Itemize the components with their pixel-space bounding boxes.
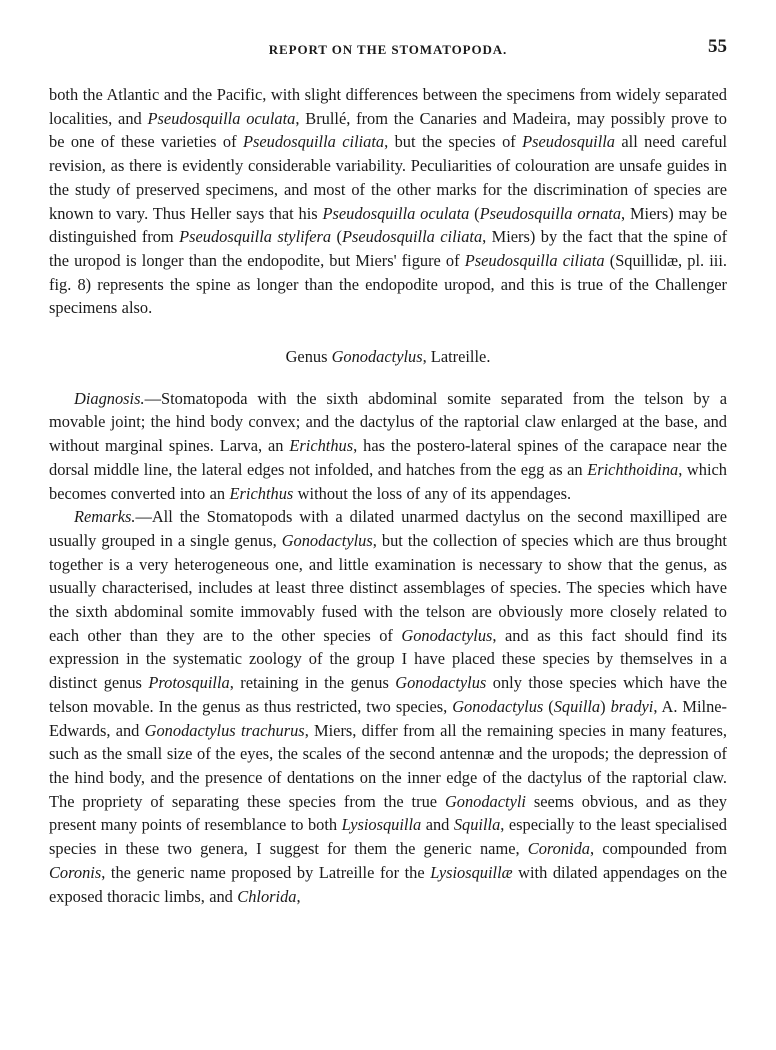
italic-run: Squilla (453, 815, 501, 835)
text-run: —Stomatopoda with the sixth abdominal somite separated from the telson by a movable joint; the hind body convex; and the dactylus of the raptorial claw enlarged at the base, and without marginal spines. Larva, an (49, 388, 727, 456)
text-run: Genus (285, 347, 332, 367)
italic-run: Gonodactylus (331, 347, 423, 367)
text-run: , which becomes converted into an (49, 459, 727, 503)
italic-run: Gonodactylus (401, 625, 493, 645)
italic-run: Gonodactylus (395, 673, 487, 693)
italic-run: Coronida (527, 839, 590, 859)
text-run: with dilated appendages on the exposed thoracic limbs, and (49, 862, 727, 906)
paragraph-diagnosis (49, 387, 727, 506)
italic-run: Gonodactyli (444, 791, 526, 811)
italic-run: Squilla (553, 696, 601, 716)
italic-run: bradyi (610, 696, 654, 716)
italic-run: Pseudosquilla ciliata (242, 132, 385, 152)
italic-run: Gonodactylus (452, 696, 544, 716)
text-run: , Brullé, from the Canaries and Madeira, may possibly prove to be one of these varieties of (49, 108, 728, 152)
italic-run: Pseudosquilla ornata (479, 203, 622, 223)
italic-run: Pseudosquilla oculata (147, 108, 296, 128)
text-run: (Squillidæ, pl. iii. fig. 8) represents the spine as longer than the endopodite uropod, and this is true of the Challenger specimens also. (49, 250, 727, 318)
text-run: , Latreille. (422, 347, 491, 367)
text-run: only those species which have the telson movable. In the genus as thus restricted, two species, (49, 673, 727, 716)
running-title: REPORT ON THE STOMATOPODA. (268, 42, 508, 57)
running-head (49, 36, 727, 62)
text-run: without the loss of any of its appendages. (293, 483, 572, 503)
text-run: , and as this fact should find its expression in the systematic zoology of the group I have placed these species by themselves in a distinct genus (49, 625, 728, 693)
text-run: , but the collection of species which are thus brought together is a very heterogeneous one, and little examination is necessary to show that the genus, as usually characterised, includes at least three distinct assemblages of species. The species which have the sixth abdominal somite immovably fused with the telson are obviously more closely related to each other than they are to the other species of (49, 530, 727, 645)
paragraph-continuation (49, 83, 727, 320)
text-run: and (421, 815, 454, 835)
text-run: ) (600, 696, 611, 716)
paragraph-remarks (49, 505, 727, 908)
italic-run: Gonodactylus trachurus (144, 720, 305, 740)
italic-run: Diagnosis. (74, 388, 145, 408)
text-run: , especially to the least specialised species in these two genera, I suggest for them the generic name, (49, 815, 727, 859)
genus-heading (49, 345, 727, 369)
text-run: both the Atlantic and the Pacific, with slight differences between the specimens from widely separated localities, and (49, 85, 727, 128)
book-page (49, 36, 727, 908)
italic-run: Pseudosquilla oculata (322, 203, 470, 223)
text-run: , but the species of (384, 132, 523, 152)
italic-run: Coronis (49, 862, 102, 882)
italic-run: Protosquilla (148, 673, 230, 693)
text-run: , Miers) by the fact that the spine of the uropod is longer than the endopodite, but Miers' figure of (49, 227, 728, 270)
text-run: ( (469, 203, 480, 223)
italic-run: Pseudosquilla (522, 132, 616, 152)
italic-run: Pseudosquilla ciliata (341, 227, 483, 247)
text-run: , has the postero-lateral spines of the carapace near the dorsal middle line, the lateral edges not infolded, and hatches from the egg as an (49, 436, 728, 479)
text-run: ( (331, 227, 342, 247)
text-run: , compounded from (590, 839, 728, 859)
italic-run: Erichthus (289, 436, 354, 456)
italic-run: Erichthus (229, 483, 294, 503)
italic-run: Remarks. (74, 507, 136, 527)
italic-run: Erichthoidina (587, 459, 679, 479)
text-run: all need careful revision, as there is evidently considerable variability. Peculiarities of colouration are unsafe guides in the study of preserved specimens, and most of the other marks for the discrimination of species are known to vary. Thus Heller says that his (49, 132, 727, 223)
text-run: , retaining in the genus (229, 673, 396, 693)
text-run: , (296, 886, 301, 906)
text-run: , Miers) may be distinguished from (49, 203, 727, 247)
italic-run: Chlorida (237, 886, 297, 906)
italic-run: Pseudosquilla ciliata (464, 250, 605, 270)
text-run: , A. Milne-Edwards, and (49, 696, 728, 740)
italic-run: Lysiosquilla (341, 815, 422, 835)
text-run: ( (543, 696, 554, 716)
text-run: seems obvious, and as they present many points of resemblance to both (49, 791, 728, 835)
italic-run: Gonodactylus (281, 530, 373, 550)
text-run: , Miers, differ from all the remaining species in many features, such as the small size of the eyes, the scales of the second antennæ and the uropods; the depression of the hind body, and the presence of dentations on the inner edge of the dactylus of the raptorial claw. The propriety of separating these species from the true (49, 720, 727, 811)
italic-run: Lysiosquillæ (430, 862, 513, 882)
text-run: , the generic name proposed by Latreille for the (101, 862, 431, 882)
text-run: —All the Stomatopods with a dilated unarmed dactylus on the second maxilliped are usually grouped in a single genus, (49, 507, 727, 550)
italic-run: Pseudosquilla stylifera (179, 227, 332, 247)
page-number: 55 (708, 36, 727, 57)
